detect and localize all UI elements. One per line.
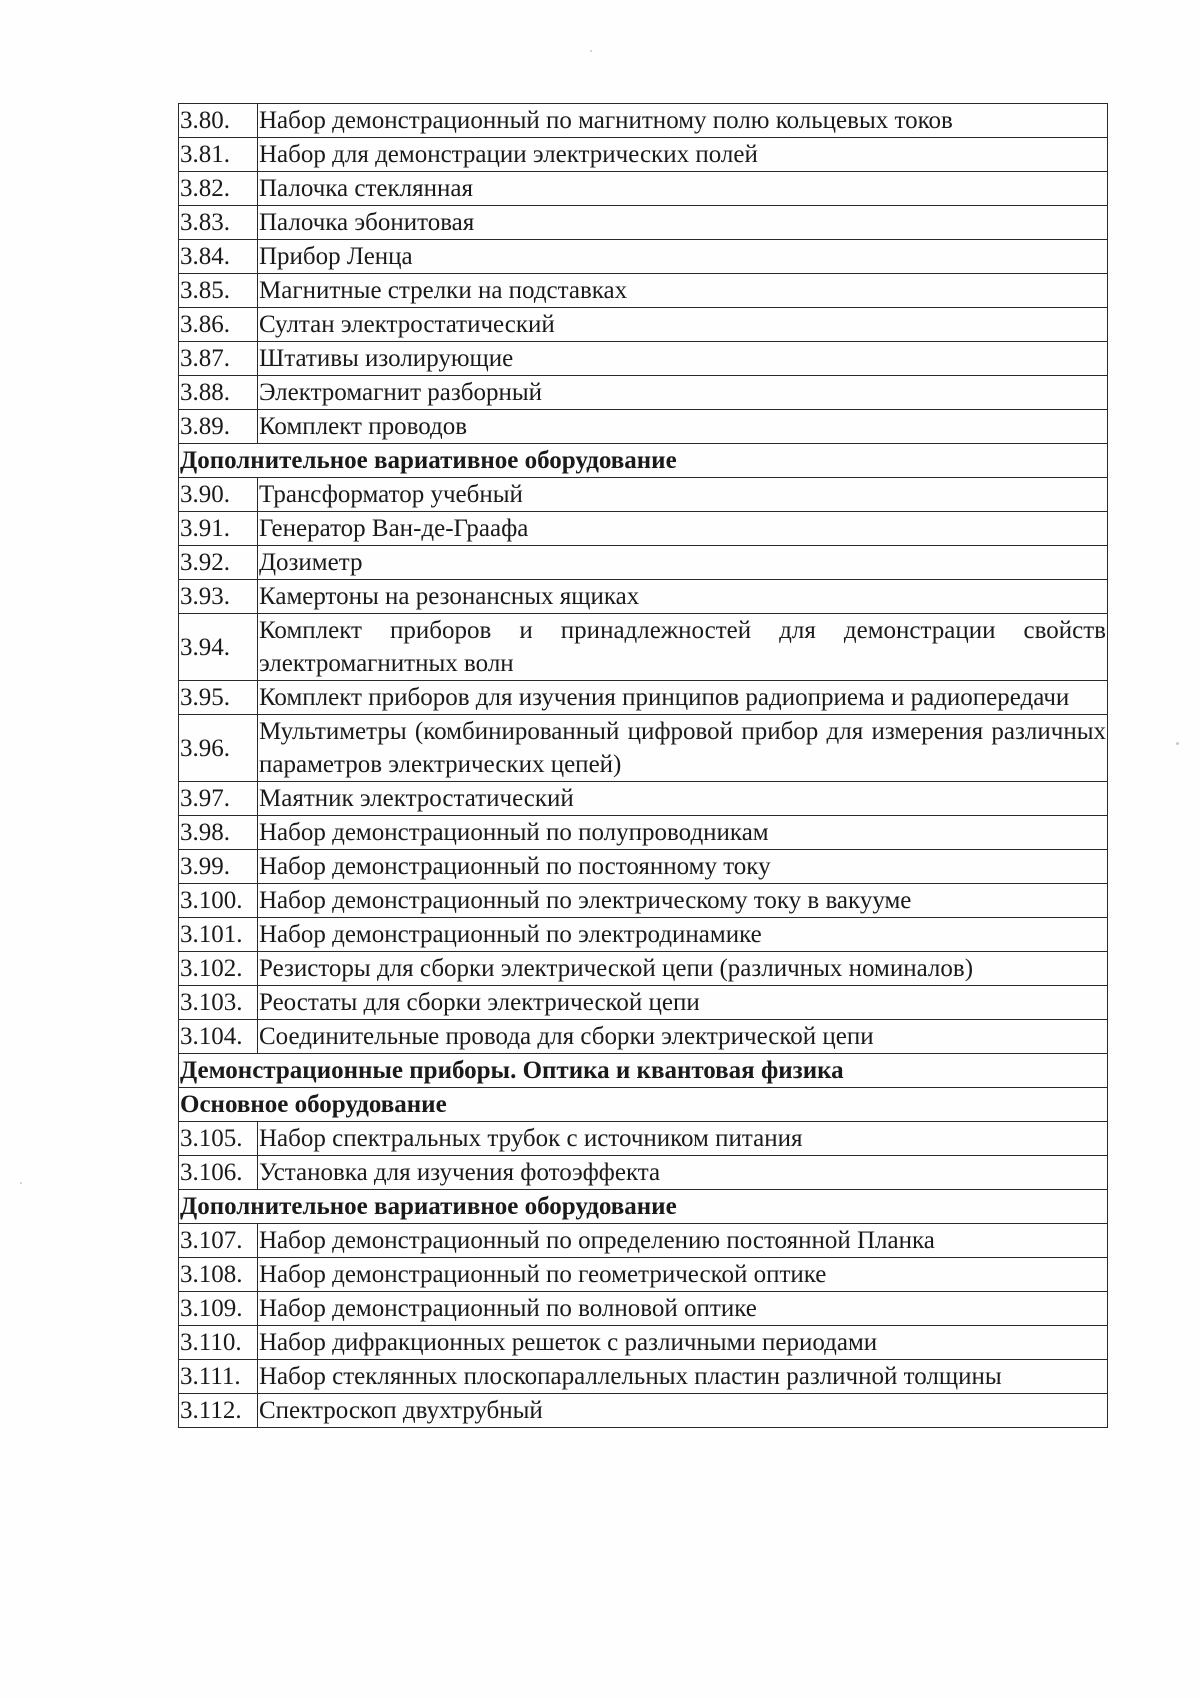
table-row [179,206,1108,240]
item-number: 3.101. [179,918,258,952]
table-row [179,1394,1108,1428]
item-description: Мультиметры (комбинированный цифровой прибор для измерения различных параметров электрических цепей) [258,715,1108,782]
item-number: 3.99. [179,850,258,884]
item-number: 3.90. [179,478,258,512]
table-row [179,240,1108,274]
item-number: 3.92. [179,546,258,580]
item-number: 3.81. [179,138,258,172]
table-row [179,478,1108,512]
table-row [179,715,1108,782]
item-number: 3.107. [179,1224,258,1258]
table-row [179,918,1108,952]
table-row [179,1020,1108,1054]
table-row [179,1122,1108,1156]
table-row [179,308,1108,342]
item-number: 3.84. [179,240,258,274]
item-number: 3.105. [179,1122,258,1156]
item-description: Набор демонстрационный по постоянному току [258,850,1108,884]
item-number: 3.85. [179,274,258,308]
item-number: 3.95. [179,681,258,715]
item-description: Набор демонстрационный по электрическому току в вакууме [258,884,1108,918]
table-row [179,172,1108,206]
item-number: 3.97. [179,782,258,816]
item-number: 3.98. [179,816,258,850]
table-row [179,681,1108,715]
table-row [179,884,1108,918]
table-row [179,850,1108,884]
table-row [179,138,1108,172]
table-row [179,782,1108,816]
item-number: 3.108. [179,1258,258,1292]
item-number: 3.87. [179,342,258,376]
table-row [179,546,1108,580]
item-description: Набор демонстрационный по магнитному полю кольцевых токов [258,104,1108,138]
item-description: Набор для демонстрации электрических полей [258,138,1108,172]
item-description: Комплект приборов и принадлежностей для демонстрации свойств электромагнитных волн [258,614,1108,681]
section-heading-row [179,444,1108,478]
item-description: Набор демонстрационный по полупроводникам [258,816,1108,850]
equipment-table-body [179,104,1108,1428]
item-number: 3.100. [179,884,258,918]
section-heading: Дополнительное вариативное оборудование [179,1190,1108,1224]
table-row [179,1360,1108,1394]
item-description: Спектроскоп двухтрубный [258,1394,1108,1428]
table-row [179,104,1108,138]
item-number: 3.110. [179,1326,258,1360]
item-description: Резисторы для сборки электрической цепи (различных номиналов) [258,952,1108,986]
item-description: Комплект приборов для изучения принципов радиоприема и радиопередачи [258,681,1108,715]
item-number: 3.104. [179,1020,258,1054]
item-description: Прибор Ленца [258,240,1108,274]
item-description: Набор дифракционных решеток с различными периодами [258,1326,1108,1360]
item-description: Набор демонстрационный по определению постоянной Планка [258,1224,1108,1258]
table-row [179,274,1108,308]
item-description: Набор демонстрационный по геометрической оптике [258,1258,1108,1292]
table-row [179,986,1108,1020]
item-description: Набор стеклянных плоскопараллельных пластин различной толщины [258,1360,1108,1394]
item-description: Камертоны на резонансных ящиках [258,580,1108,614]
table-row [179,614,1108,681]
item-number: 3.91. [179,512,258,546]
item-number: 3.96. [179,715,258,782]
item-description: Дозиметр [258,546,1108,580]
table-row [179,952,1108,986]
item-number: 3.80. [179,104,258,138]
item-description: Набор демонстрационный по волновой оптике [258,1292,1108,1326]
item-description: Комплект проводов [258,410,1108,444]
table-row [179,512,1108,546]
table-row [179,816,1108,850]
section-heading-row [179,1088,1108,1122]
scan-speck [20,1182,22,1184]
item-description: Штативы изолирующие [258,342,1108,376]
table-row [179,580,1108,614]
item-number: 3.82. [179,172,258,206]
item-number: 3.86. [179,308,258,342]
item-description: Соединительные провода для сборки электрической цепи [258,1020,1108,1054]
table-row [179,342,1108,376]
section-heading: Основное оборудование [179,1088,1108,1122]
item-number: 3.103. [179,986,258,1020]
scan-speck [590,50,592,52]
item-description: Электромагнит разборный [258,376,1108,410]
item-description: Султан электростатический [258,308,1108,342]
table-row [179,410,1108,444]
table-row [179,1224,1108,1258]
item-description: Реостаты для сборки электрической цепи [258,986,1108,1020]
item-number: 3.109. [179,1292,258,1326]
item-number: 3.83. [179,206,258,240]
section-heading-row [179,1054,1108,1088]
item-number: 3.93. [179,580,258,614]
item-number: 3.89. [179,410,258,444]
table-row [179,1258,1108,1292]
item-description: Установка для изучения фотоэффекта [258,1156,1108,1190]
item-number: 3.88. [179,376,258,410]
table-row [179,376,1108,410]
item-number: 3.94. [179,614,258,681]
section-heading-row [179,1190,1108,1224]
table-row [179,1292,1108,1326]
item-number: 3.111. [179,1360,258,1394]
item-description: Генератор Ван-де-Граафа [258,512,1108,546]
item-number: 3.106. [179,1156,258,1190]
item-number: 3.102. [179,952,258,986]
item-description: Палочка эбонитовая [258,206,1108,240]
section-heading: Демонстрационные приборы. Оптика и квантовая физика [179,1054,1108,1088]
equipment-table [178,103,1108,1428]
table-row [179,1326,1108,1360]
section-heading: Дополнительное вариативное оборудование [179,444,1108,478]
scan-speck [1176,742,1179,745]
item-number: 3.112. [179,1394,258,1428]
item-description: Набор спектральных трубок с источником питания [258,1122,1108,1156]
item-description: Набор демонстрационный по электродинамике [258,918,1108,952]
item-description: Маятник электростатический [258,782,1108,816]
table-row [179,1156,1108,1190]
item-description: Магнитные стрелки на подставках [258,274,1108,308]
item-description: Палочка стеклянная [258,172,1108,206]
item-description: Трансформатор учебный [258,478,1108,512]
